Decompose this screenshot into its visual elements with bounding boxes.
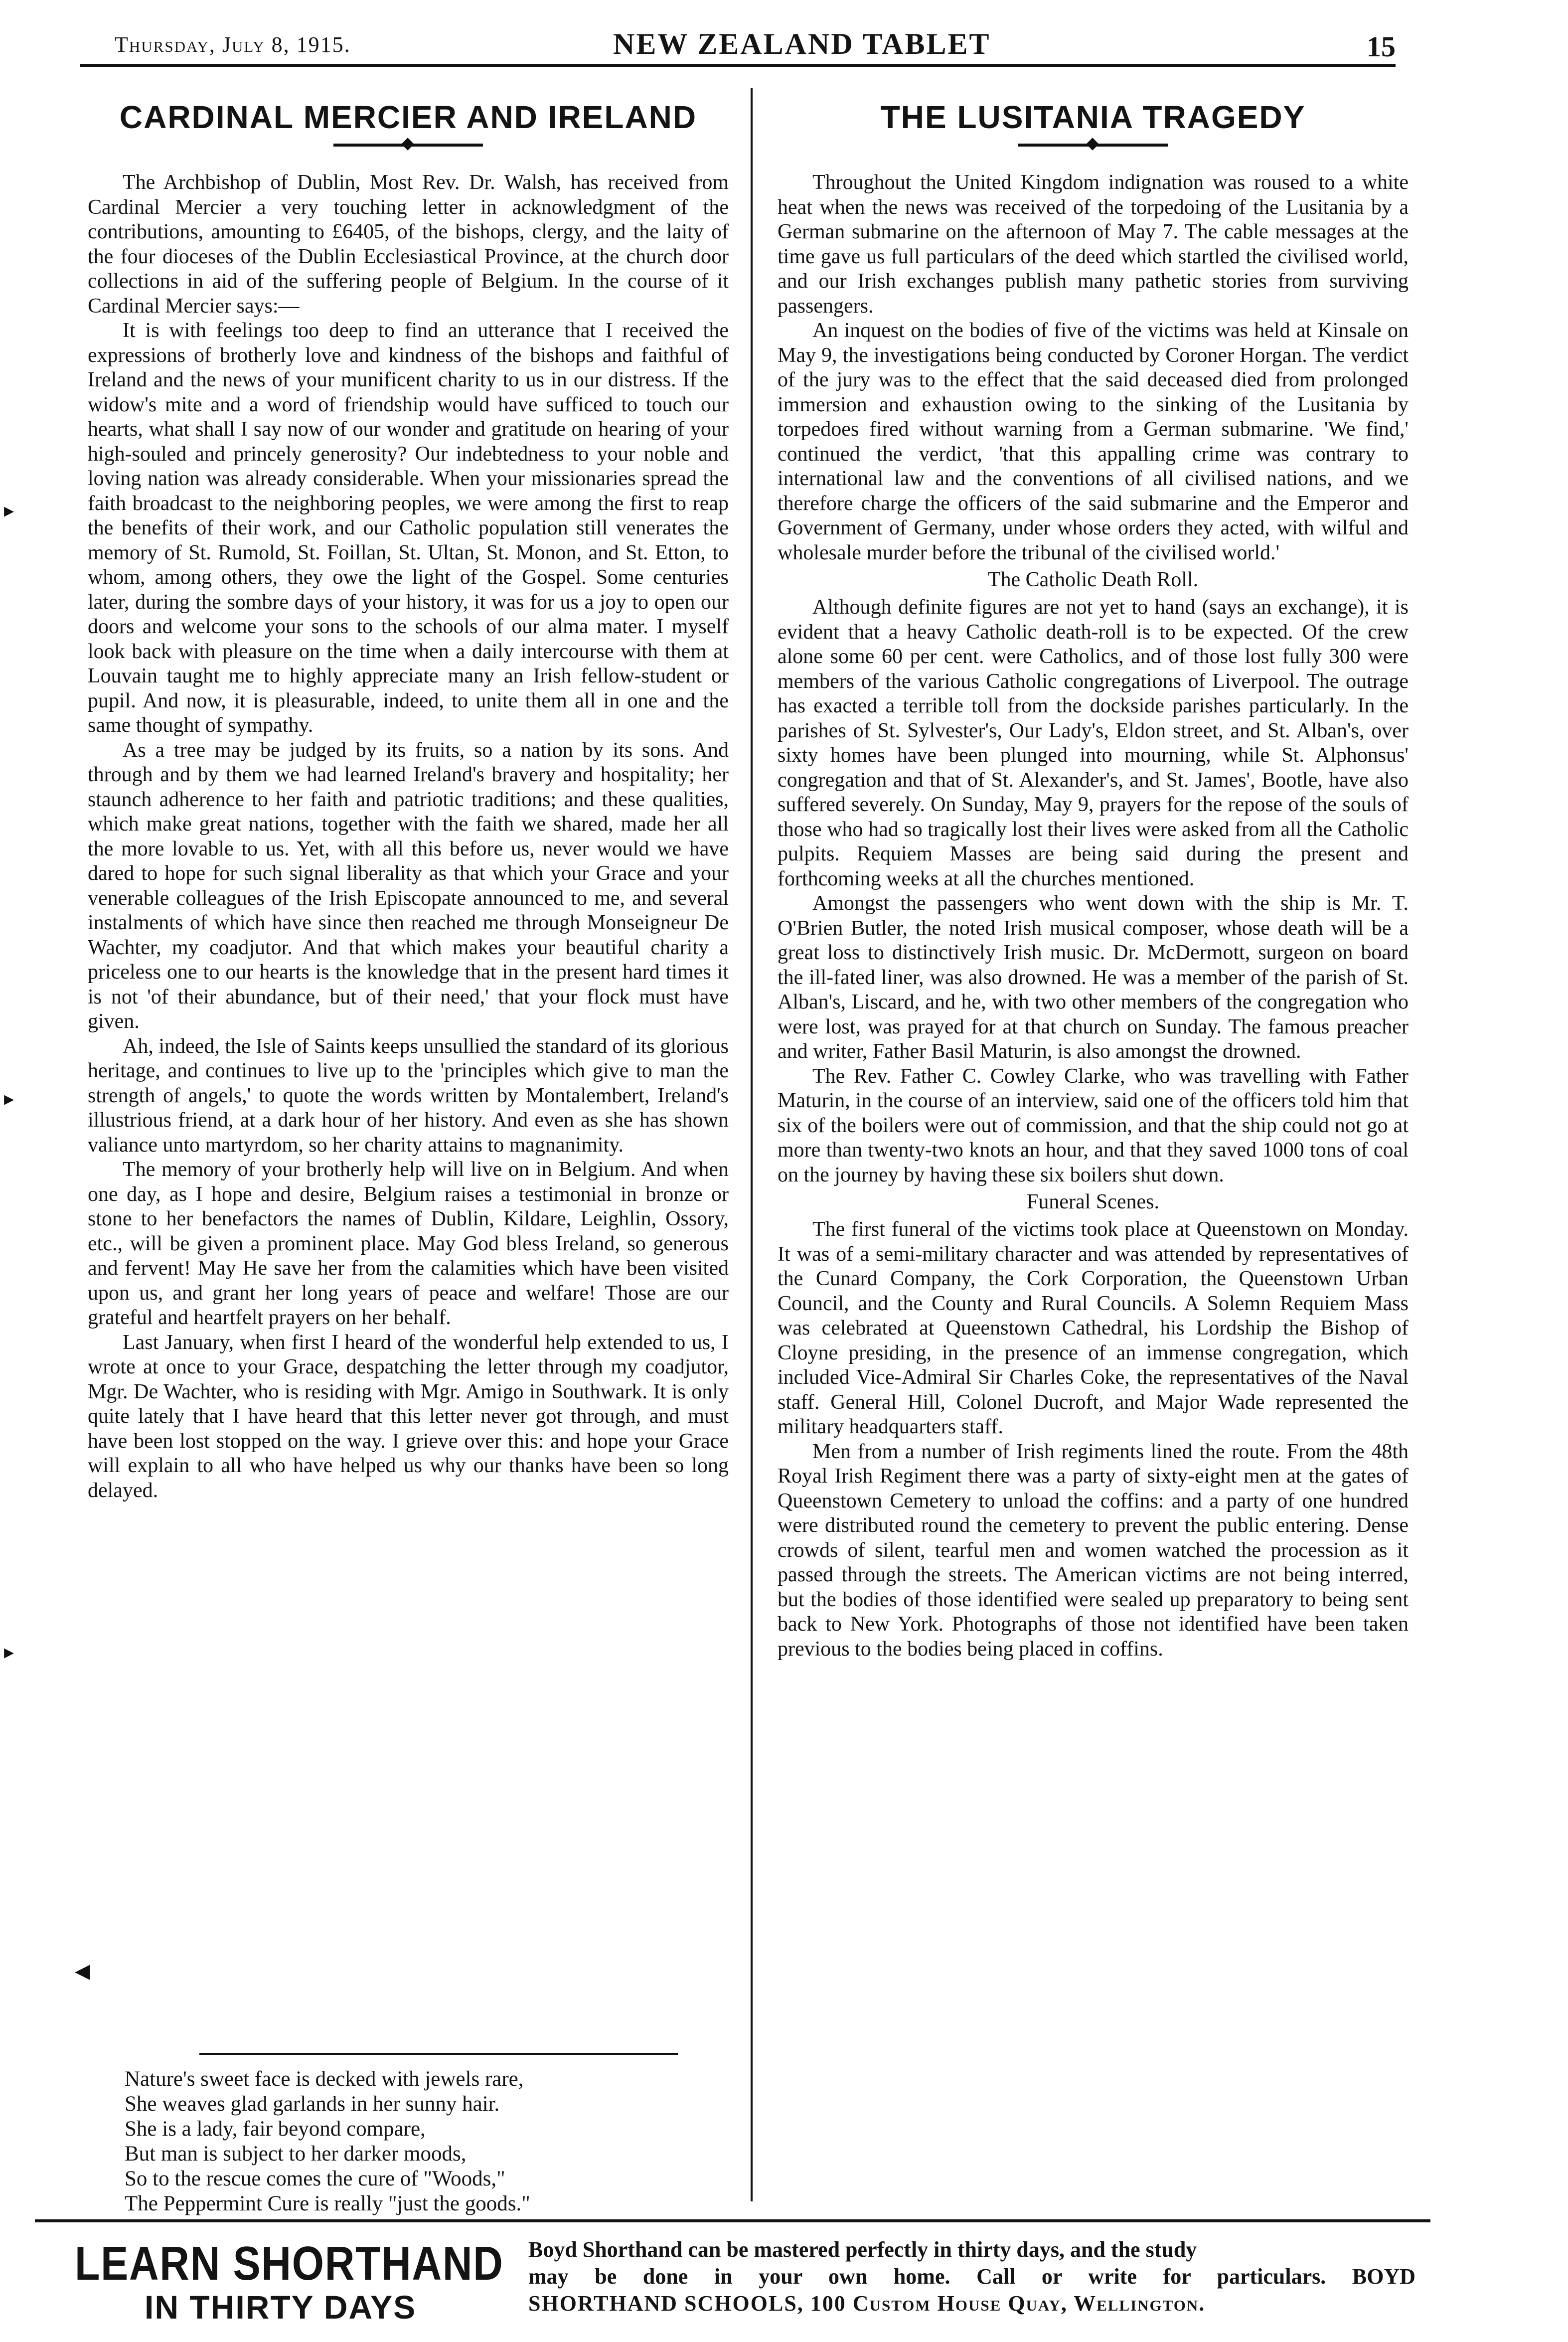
paragraph: Men from a number of Irish regiments lined the route. From the 48th Royal Irish Regiment there was a party of sixty-eight men at the gates of Queenstown Cemetery to unload the coffins: and a party of one hundred were distributed round the cemetery to prevent the public entering. Dense crowds of silent, tearful men and women watched the procession as it passed through the streets. The American victims are not being interred, but the bodies of those identified were sealed up preparatory to being sent back to New York. Photographs of those not identified have been taken previous to the bodies being placed in coffins. (778, 1440, 1409, 1661)
letter-quote (88, 319, 729, 1503)
article-intro: The Archbishop of Dublin, Most Rev. Dr. Walsh, has received from Cardinal Mercier a very touching letter in acknowledgment of the contributions, amounting to £6405, of the bishops, clergy, and the laity of the four dioceses of the Dublin Ecclesiastical Province, at the church door collections in aid of the suffering people of Belgium. In the course of it Cardinal Mercier says:— (88, 171, 729, 318)
poem-line: She is a lady, fair beyond compare, (125, 2117, 426, 2141)
page-number: 15 (1367, 30, 1396, 63)
paragraph: As a tree may be judged by its fruits, so a nation by its sons. And through and by them we had learned Ireland's bravery and hospitality; her staunch adherence to her faith and patriotic traditions; and these qualities, which make great nations, together with the faith we shared, made her all the more lovable to us. Yet, with all this before us, never would we have dared to hope for such signal liberality as that which your Grace and your venerable colleagues of the Irish Episcopate announced to me, and several instalments of which have since then reached me through Monseigneur De Wachter, my coadjutor. And that which makes your beautiful charity a priceless one to our hearts is the knowledge that in the present hard times it is not 'of their abundance, but of their need,' that your flock must have given. (88, 738, 729, 1033)
title-ornament (1018, 144, 1168, 147)
margin-pointer-icon: ▸ (4, 1087, 14, 1110)
advert-subheadline: IN THIRTY DAYS (145, 2289, 417, 2326)
margin-pointer-icon: ▸ (4, 1641, 14, 1663)
left-article-title: CARDINAL MERCIER AND IRELAND (119, 99, 697, 135)
left-column (88, 88, 729, 1503)
section-subhead: The Catholic Death Roll. (987, 568, 1199, 591)
right-article-body (778, 170, 1409, 1662)
advert-address: SHORTHAND SCHOOLS, 100 Custom House Quay, Wellington. (528, 2291, 1206, 2316)
paragraph: Amongst the passengers who went down with the ship is Mr. T. O'Brien Butler, the noted Irish musical composer, whose death will be a great loss to distinctively Irish music. Dr. McDermott, surgeon on board the ill-fated liner, was also drowned. He was a member of the parish of St. Alban's, Liscard, and he, with two other members of the congregation who were lost, was prayed for at that church on Sunday. The famous preacher and writer, Father Basil Maturin, is also amongst the drowned. (778, 892, 1409, 1063)
right-column (778, 88, 1409, 1662)
paragraph: It is with feelings too deep to find an utterance that I received the expressions of brotherly love and kindness of the bishops and faithful of Ireland and the news of your munificent charity to us in our distress. If the widow's mite and a word of friendship would have sufficed to touch our hearts, what shall I say now of our wonder and gratitude on hearing of your high-souled and princely generosity? Our indebtedness to your noble and loving nation was already considerable. When your missionaries spread the faith broadcast to the neighboring peoples, we were among the first to reap the benefits of their work, and our Catholic population still venerates the memory of St. Rumold, St. Foillan, St. Ultan, St. Monon, and St. Etton, to whom, among others, they owe the light of the Gospel. Some centuries later, during the sombre days of your history, it was for us a joy to open our doors and welcome your sons to the schools of our alma mater. I myself look back with pleasure on the time when a daily intercourse with them at Louvain taught me to highly appreciate many an Irish fellow-student or pupil. And now, it is pleasurable, indeed, to unite them all in one and the same thought of sympathy. (88, 319, 729, 737)
title-ornament (333, 144, 483, 147)
header-rule (80, 64, 1396, 67)
paragraph: The memory of your brotherly help will live on in Belgium. And when one day, as I hope and desire, Belgium raises a testimonial in bronze or stone to her benefactors the names of Dublin, Kildare, Leighlin, Ossory, etc., will be given a prominent place. May God bless Ireland, so generous and fervent! May He save her from the calamities which have been visited upon us, and grant her long years of peace and welfare! Those are our grateful and heartfelt prayers on her behalf. (88, 1158, 729, 1329)
advert-poem (125, 2067, 748, 2216)
poem-line: Nature's sweet face is decked with jewels rare, (125, 2067, 524, 2091)
paragraph: Although definite figures are not yet to hand (says an exchange), it is evident that a heavy Catholic death-roll is to be expected. Of the crew alone some 60 per cent. were Catholics, and of those lost fully 300 were members of the various Catholic congregations of Liverpool. The outrage has exacted a terrible toll from the dockside parishes particularly. In the parishes of St. Sylvester's, Our Lady's, Eldon street, and St. Alban's, over sixty homes have been plunged into mourning, while St. Alphonsus' congregation and that of St. Alexander's, and St. James', Bootle, have also suffered severely. On Sunday, May 9, prayers for the repose of the souls of those who had so tragically lost their lives were asked from all the Catholic pulpits. Requiem Masses are being said during the present and forthcoming weeks at all the churches mentioned. (778, 596, 1409, 890)
advert-rule (35, 2219, 1430, 2222)
poem-line: So to the rescue comes the cure of "Woods," (125, 2167, 505, 2190)
advert-copy (528, 2236, 1415, 2317)
paragraph: An inquest on the bodies of five of the victims was held at Kinsale on May 9, the investigations being conducted by Coroner Horgan. The verdict of the jury was to the effect that the said deceased died from prolonged immersion and exhaustion owing to the sinking of the Lusitania by torpedoes fired without warning from a German submarine. 'We find,' continued the verdict, 'that this appalling crime was contrary to international law and the conventions of all civilised nations, and we therefore charge the officers of the said submarine and the Emperor and Government of Germany, under whose orders they acted, with wilful and wholesale murder before the tribunal of the civilised world.' (778, 319, 1409, 564)
poem-line: But man is subject to her darker moods, (125, 2142, 467, 2166)
poem-line: She weaves glad garlands in her sunny hair. (125, 2092, 500, 2116)
right-article-title: THE LUSITANIA TRAGEDY (880, 99, 1306, 135)
paragraph: The Rev. Father C. Cowley Clarke, who was travelling with Father Maturin, in the course of an interview, said one of the officers told him that six of the boilers were out of commission, and that the ship could not go at more than twenty-two knots an hour, and that they saved 1000 tons of coal on the journey by having these six boilers shut down. (778, 1064, 1409, 1186)
poem-line: The Peppermint Cure is really "just the goods." (125, 2192, 530, 2215)
margin-pointer-icon: ▸ (4, 499, 14, 521)
page-header (80, 27, 1396, 67)
advert-line: Boyd Shorthand can be mastered perfectly in thirty days, and the study (528, 2237, 1197, 2262)
section-subhead: Funeral Scenes. (1027, 1190, 1159, 1213)
shorthand-advertisement (35, 2232, 1430, 2332)
paragraph: Last January, when first I heard of the wonderful help extended to us, I wrote at once to your Grace, despatching the letter through my coadjutor, Mgr. De Wachter, who is residing with Mgr. Amigo in Southwark. It is only quite lately that I have heard that this letter never got through, and must have been lost stopped on the way. I grieve over this: and hope your Grace will explain to all who have helped us why our thanks have been so long delayed. (88, 1331, 729, 1502)
column-divider (751, 88, 753, 2201)
paragraph: Ah, indeed, the Isle of Saints keeps unsullied the standard of its glorious heritage, and continues to live up to the 'principles which give to man the strength of angels,' to quote the words written by Montalembert, Ireland's illustrious friend, at a dark hour of her history. And even as she has shown valiance unto martyrdom, so her charity attains to magnanimity. (88, 1034, 729, 1157)
paragraph: The first funeral of the victims took place at Queenstown on Monday. It was of a semi-military character and was attended by representatives of the Cunard Company, the Cork Corporation, the Queenstown Urban Council, and the County and Rural Councils. A Solemn Requiem Mass was celebrated at Queenstown Cathedral, his Lordship the Bishop of Cloyne presiding, in the presence of an immense congregation, which included Vice-Admiral Sir Charles Coke, the representatives of the Naval staff. General Hill, Colonel Ducroft, and Major Wade represented the military headquarters staff. (778, 1218, 1409, 1438)
issue-date: Thursday, July 8, 1915. (115, 32, 351, 57)
pointing-hand-icon: ◀ (75, 1960, 90, 1982)
advert-headline: LEARN SHORTHAND (75, 2237, 504, 2290)
advert-line: may be done in your own home. Call or write for particulars. BOYD (528, 2264, 1415, 2289)
newspaper-title: NEW ZEALAND TABLET (613, 27, 991, 60)
left-article-body (88, 170, 729, 1503)
poem-rule (199, 2053, 678, 2055)
paragraph: Throughout the United Kingdom indignation was roused to a white heat when the news was received of the torpedoing of the Lusitania by a German submarine on the afternoon of May 7. The cable messages at the time gave us full particulars of the deed which startled the civilised world, and our Irish exchanges publish many pathetic stories from surviving passengers. (778, 171, 1409, 318)
